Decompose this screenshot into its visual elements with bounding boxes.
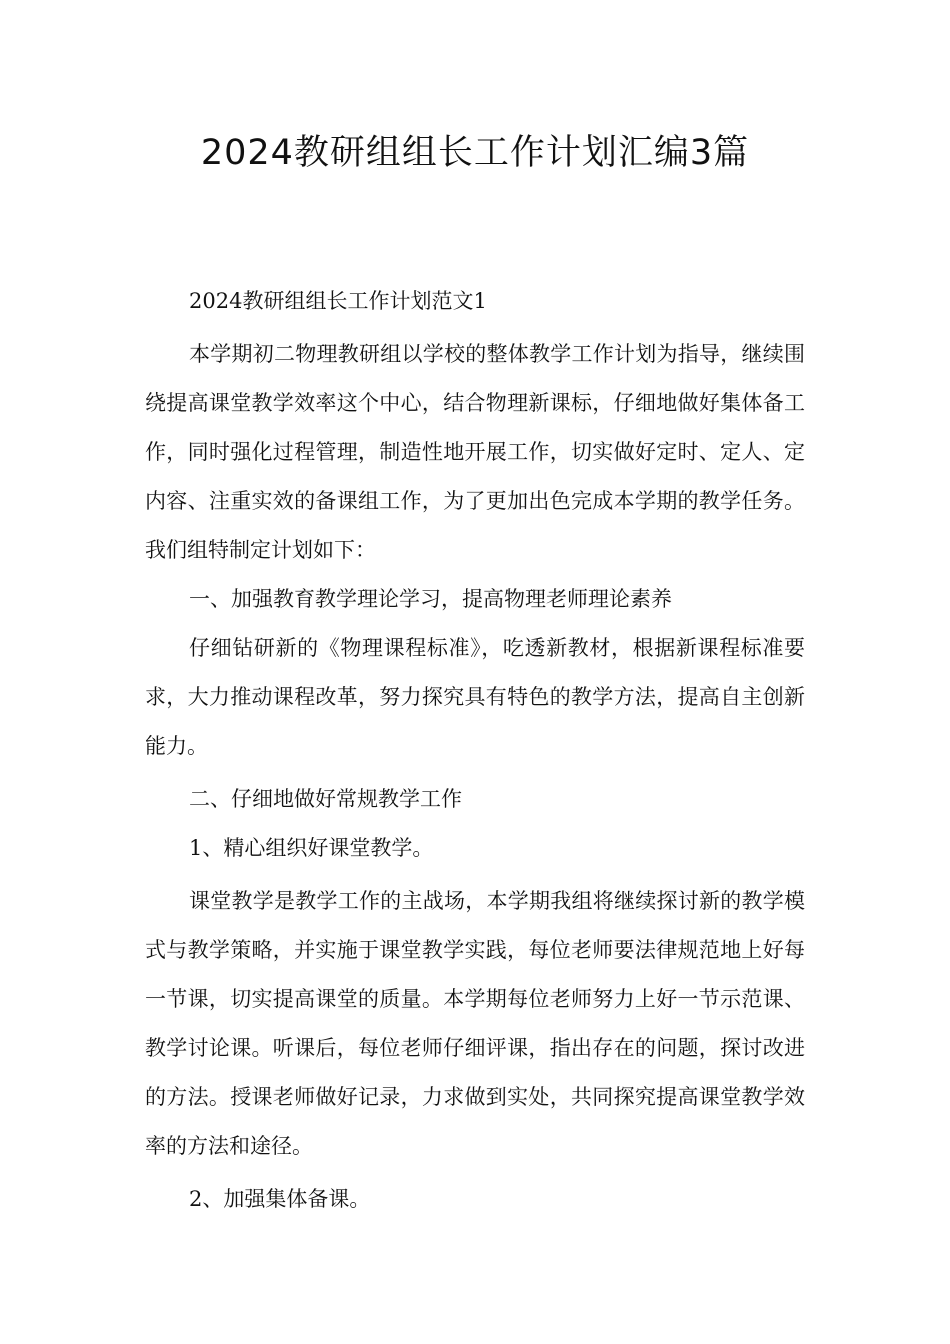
paragraph-theory-study: 仔细钻研新的《物理课程标准》，吃透新教材，根据新课程标准要求，大力推动课程改革，努力探究具有特色的教学方法，提高自主创新能力。	[145, 636, 805, 758]
section-heading-1: 一、加强教育教学理论学习，提高物理老师理论素养	[189, 587, 672, 611]
document-body	[145, 277, 805, 1224]
subheading-2: 2、加强集体备课。	[189, 1187, 371, 1211]
section-heading-2: 二、仔细地做好常规教学工作	[189, 787, 462, 811]
subheading-1: 1、精心组织好课堂教学。	[189, 836, 434, 860]
document-title: 2024教研组组长工作计划汇编3篇	[200, 133, 750, 173]
intro-paragraph: 本学期初二物理教研组以学校的整体教学工作计划为指导，继续围绕提高课堂教学效率这个中心，结合物理新课标，仔细地做好集体备工作，同时强化过程管理，制造性地开展工作，切实做好定时、定人、定内容、注重实效的备课组工作，为了更加出色完成本学期的教学任务。我们组特制定计划如下：	[145, 342, 805, 562]
paragraph-classroom-teaching: 课堂教学是教学工作的主战场，本学期我组将继续探讨新的教学模式与教学策略，并实施于课堂教学实践，每位老师要法律规范地上好每一节课，切实提高课堂的质量。本学期每位老师努力上好一节示范课、教学讨论课。听课后，每位老师仔细评课，指出存在的问题，探讨改进的方法。授课老师做好记录，力求做到实处，共同探究提高课堂教学效率的方法和途径。	[145, 889, 805, 1158]
section-heading-plan-1: 2024教研组组长工作计划范文1	[189, 289, 487, 313]
